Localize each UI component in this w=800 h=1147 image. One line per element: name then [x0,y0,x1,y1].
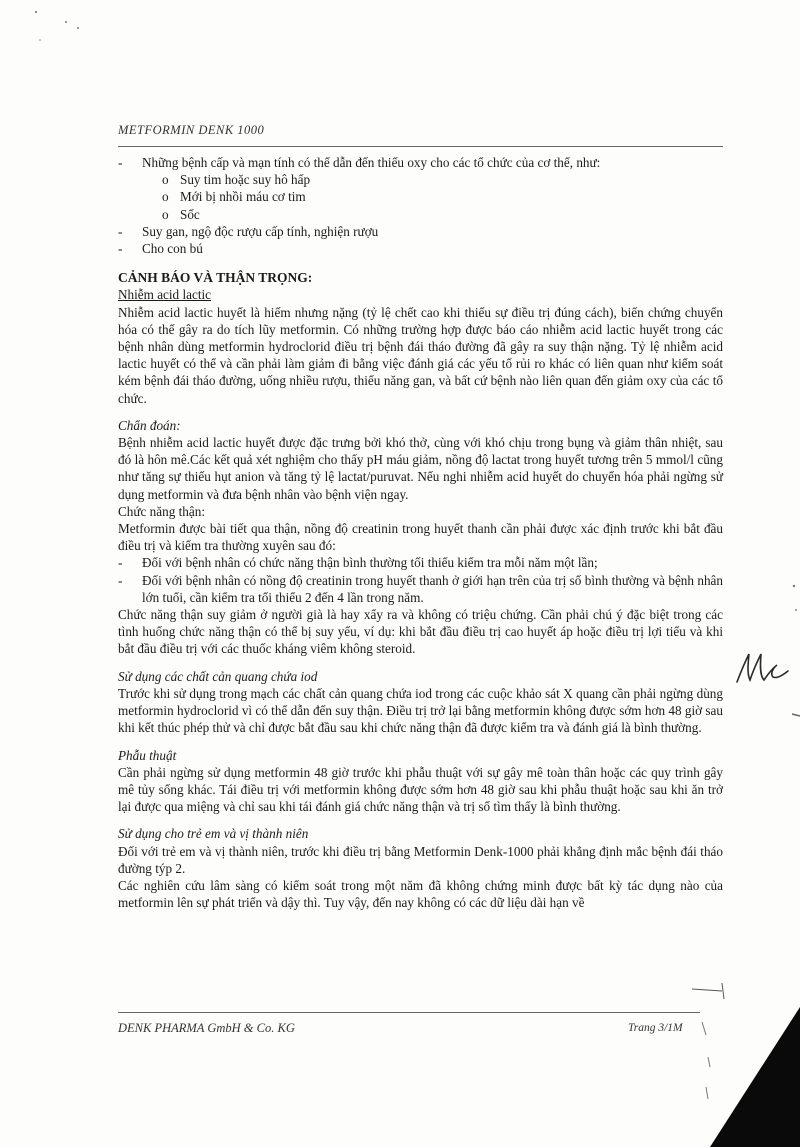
surgery-paragraph: Cần phải ngừng sử dụng metformin 48 giờ trước khi phẫu thuật với sự gây mê toàn thân hoặc các quy trình gây mê tủy sống khác. Tái điều trị với metformin không được sớm hơn 48 giờ sau khi phẫu thuật hoặc sau khi ăn trở lại được qua miệng và chỉ sau khi tái đánh giá chức năng thận và trị số tìm thấy là bình thường. [118,764,723,815]
handwritten-signature-icon [733,648,791,688]
document-header-title: METFORMIN DENK 1000 [118,123,265,137]
list-item: - Những bệnh cấp và mạn tính có thể dẫn đến thiếu oxy cho các tổ chức của cơ thể, như: [118,155,601,170]
footer-company: DENK PHARMA GmbH & Co. KG [118,1021,295,1035]
lactic-acidosis-paragraph: Nhiễm acid lactic huyết là hiếm nhưng nặng (tỷ lệ chết cao khi thiếu sự điều trị đúng cách), biến chứng chuyển hóa có thể gây ra do tích lũy metformin. Có những trường hợp được báo cáo nhiễm acid lactic huyết trong các bệnh nhân dùng metformin hydroclorid điều trị bệnh đái tháo đường đã gây ra suy thận nặng. Tỷ lệ nhiễm acid lactic huyết có thể và cần phải làm giảm đi bằng việc đánh giá các yếu tố rủi ro khác có liên quan như kiểm soát kém bệnh đái tháo đường, uống nhiều rượu, thiểu năng gan, và bất cứ bệnh nào liên quan đến giảm oxy của các tổ chức. [118,304,723,406]
pediatric-use-paragraph: Đối với trẻ em và vị thành niên, trước khi điều trị bằng Metformin Denk-1000 phải khẳng định mắc bệnh đái tháo đường týp 2. [118,843,723,876]
list-item: - Cho con bú [118,241,203,257]
sub-list-item: o Mới bị nhồi máu cơ tim [162,189,306,205]
diagnosis-paragraph: Bệnh nhiễm acid lactic huyết được đặc trưng bởi khó thở, cùng với khó chịu trong bụng và giảm thân nhiệt, sau đó là hôn mê.Các kết quả xét nghiệm cho thấy pH máu giảm, nồng độ lactat trong huyết tương trên 5 mmol/l cũng như tăng sự thiếu hụt anion và tăng tỷ lệ lactat/puruvat. Nếu nghi nhiễm acid huyết do chuyển hóa phải ngừng sử dụng metformin và đưa bệnh nhân vào bệnh viện ngay. [118,435,723,502]
warnings-heading: CẢNH BÁO VÀ THẬN TRỌNG: [118,270,313,286]
list-item: - Đối với bệnh nhân có nồng độ creatinin trong huyết thanh ở giới hạn trên của trị số bình thường và bệnh nhân lớn tuổi, cần kiểm tra tối thiểu 2 đến 4 lần trong năm. [118,572,723,605]
footer-page-number: Trang 3/1M [628,1022,683,1034]
header-divider [118,146,723,147]
scan-shadow-corner [670,977,800,1147]
list-item: - Suy gan, ngộ độc rượu cấp tính, nghiện rượu [118,223,379,239]
lactic-acidosis-title: Nhiễm acid lactic [118,287,212,303]
pediatric-use-title: Sử dụng cho trẻ em và vị thành niên [118,826,309,842]
renal-function-note: Chức năng thận suy giảm ở người già là hay xẩy ra và không có triệu chứng. Cần phải chú ý đặc biệt trong các tình huống chức năng thận có thể bị suy yếu, ví dụ: khi bắt đầu điều trị cao huyết áp hoặc điều trị lợi tiểu và khi bắt đầu điều trị với các thuốc kháng viêm không steroid. [118,607,723,657]
scan-edge-marks [786,580,800,730]
sub-list-item: o Sốc [162,206,200,222]
surgery-title: Phẫu thuật [118,747,177,763]
contrast-media-title: Sử dụng các chất cản quang chứa iod [118,668,318,684]
renal-function-title: Chức năng thận: [118,503,205,519]
diagnosis-title: Chẩn đoán: [118,417,181,433]
list-item: - Đối với bệnh nhân có chức năng thận bình thường tối thiểu kiểm tra mỗi năm một lần; [118,555,598,571]
pediatric-use-paragraph-2: Các nghiên cứu lâm sàng có kiểm soát trong một năm đã không chứng minh được bất kỳ tác dụng nào của metformin lên sự phát triển và dậy thì. Tuy vậy, đến nay không có các dữ liệu dài hạn về [118,877,723,911]
sub-list-item: o Suy tim hoặc suy hô hấp [162,172,311,188]
footer-divider [118,1012,700,1013]
contrast-media-paragraph: Trước khi sử dụng trong mạch các chất cản quang chứa iod trong các cuộc khảo sát X quang cần phải ngừng dùng metformin hydroclorid vì có thể dẫn đến suy thận. Điều trị trở lại bằng metformin không được sớm hơn 48 giờ sau khi kết thúc phép thử và chỉ được bắt đầu sau khi chức năng thận đã được kiểm tra và đánh giá là bình thường. [118,685,723,736]
renal-function-paragraph: Metformin được bài tiết qua thận, nồng độ creatinin trong huyết thanh cần phải được xác định trước khi bắt đầu điều trị và kiểm tra thường xuyên sau đó: [118,521,723,554]
scan-speckles [28,6,88,46]
document-body [118,154,723,911]
